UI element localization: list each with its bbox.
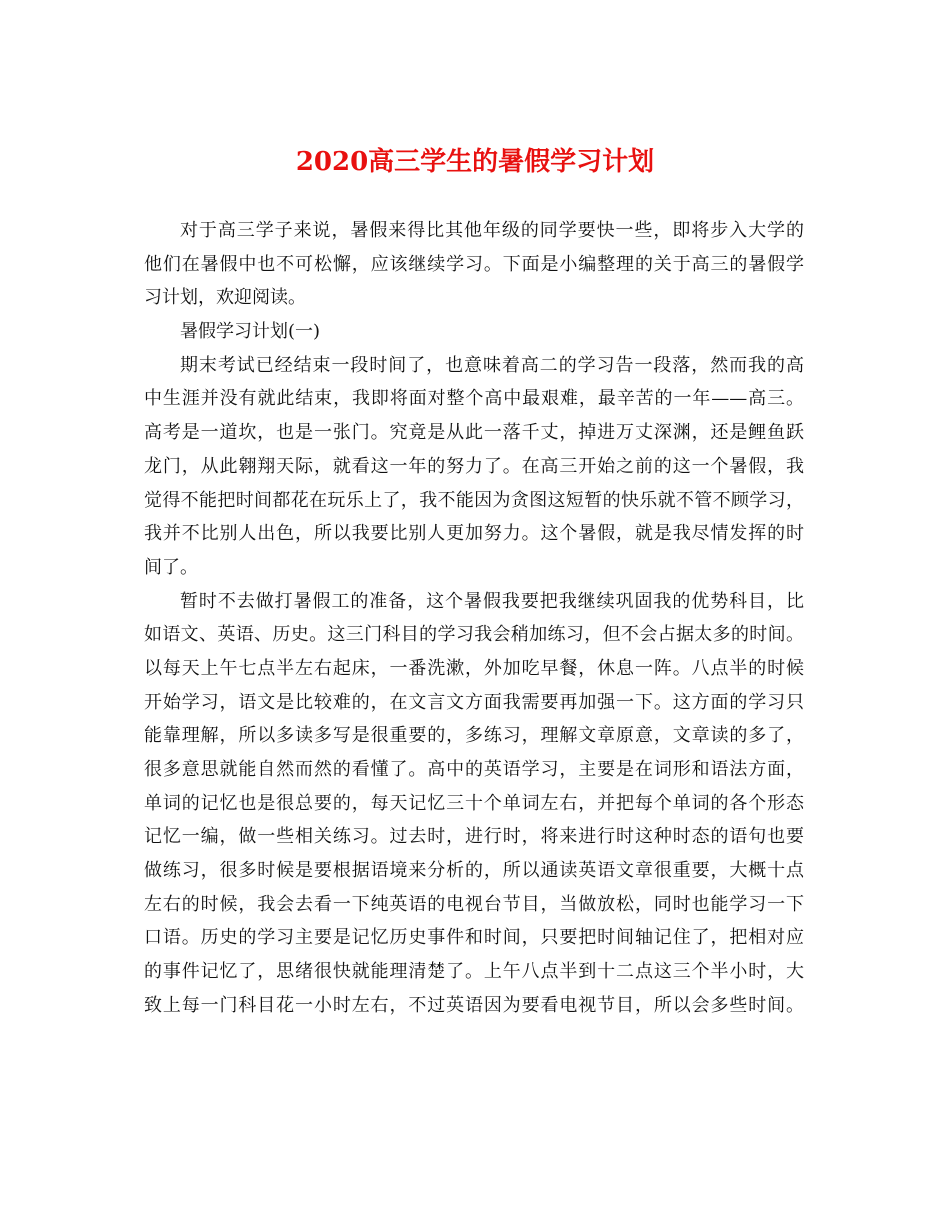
paragraph-line: 左右的时候，我会去看一下纯英语的电视台节目，当做放松，同时也能学习一下: [144, 893, 804, 915]
paragraph-line: 记忆一编，做一些相关练习。过去时，进行时，将来进行时这种时态的语句也要: [144, 826, 804, 848]
paragraph-line: 暂时不去做打暑假工的准备，这个暑假我要把我继续巩固我的优势科目，比: [180, 590, 804, 612]
section-heading: 暑假学习计划(一): [180, 321, 321, 343]
paragraph-line: 以每天上午七点半左右起床，一番洗漱，外加吃早餐，休息一阵。八点半的时候: [144, 657, 804, 679]
paragraph-line: 龙门，从此翱翔天际，就看这一年的努力了。在高三开始之前的这一个暑假，我: [144, 455, 804, 477]
paragraph-line: 中生涯并没有就此结束，我即将面对整个高中最艰难，最辛苦的一年——高三。: [144, 388, 804, 410]
paragraph-line: 他们在暑假中也不可松懈，应该继续学习。下面是小编整理的关于高三的暑假学: [144, 253, 804, 275]
paragraph-line: 的事件记忆了，思绪很快就能理清楚了。上午八点半到十二点这三个半小时，大: [144, 961, 804, 983]
paragraph-line: 做练习，很多时候是要根据语境来分析的，所以通读英语文章很重要，大概十点: [144, 860, 804, 882]
paragraph-line: 口语。历史的学习主要是记忆历史事件和时间，只要把时间轴记住了，把相对应: [144, 927, 804, 949]
paragraph-line: 很多意思就能自然而然的看懂了。高中的英语学习，主要是在词形和语法方面，: [144, 759, 804, 780]
paragraph-line: 习计划，欢迎阅读。: [144, 287, 306, 309]
document-body: [144, 214, 804, 1023]
paragraph-line: 能靠理解，所以多读多写是很重要的，多练习，理解文章原意，文章读的多了，: [144, 725, 804, 747]
document-title: 2020高三学生的暑假学习计划: [295, 147, 655, 177]
paragraph-line: 单词的记忆也是很总要的，每天记忆三十个单词左右，并把每个单词的各个形态: [144, 792, 804, 814]
paragraph-line: 致上每一门科目花一小时左右，不过英语因为要看电视节目，所以会多些时间。: [144, 994, 804, 1016]
paragraph-line: 高考是一道坎，也是一张门。究竟是从此一落千丈，掉进万丈深渊，还是鲤鱼跃: [144, 422, 804, 444]
paragraph-line: 间了。: [144, 556, 198, 578]
paragraph-line: 如语文、英语、历史。这三门科目的学习我会稍加练习，但不会占据太多的时间。: [144, 624, 804, 646]
paragraph-line: 对于高三学子来说，暑假来得比其他年级的同学要快一些，即将步入大学的: [180, 220, 804, 241]
paragraph-line: 期末考试已经结束一段时间了，也意味着高二的学习告一段落，然而我的高: [180, 354, 804, 376]
paragraph-line: 开始学习，语文是比较难的，在文言文方面我需要再加强一下。这方面的学习只: [144, 691, 804, 713]
paragraph-line: 我并不比别人出色，所以我要比别人更加努力。这个暑假，就是我尽情发挥的时: [144, 523, 804, 545]
paragraph-line: 觉得不能把时间都花在玩乐上了，我不能因为贪图这短暂的快乐就不管不顾学习，: [144, 489, 804, 511]
